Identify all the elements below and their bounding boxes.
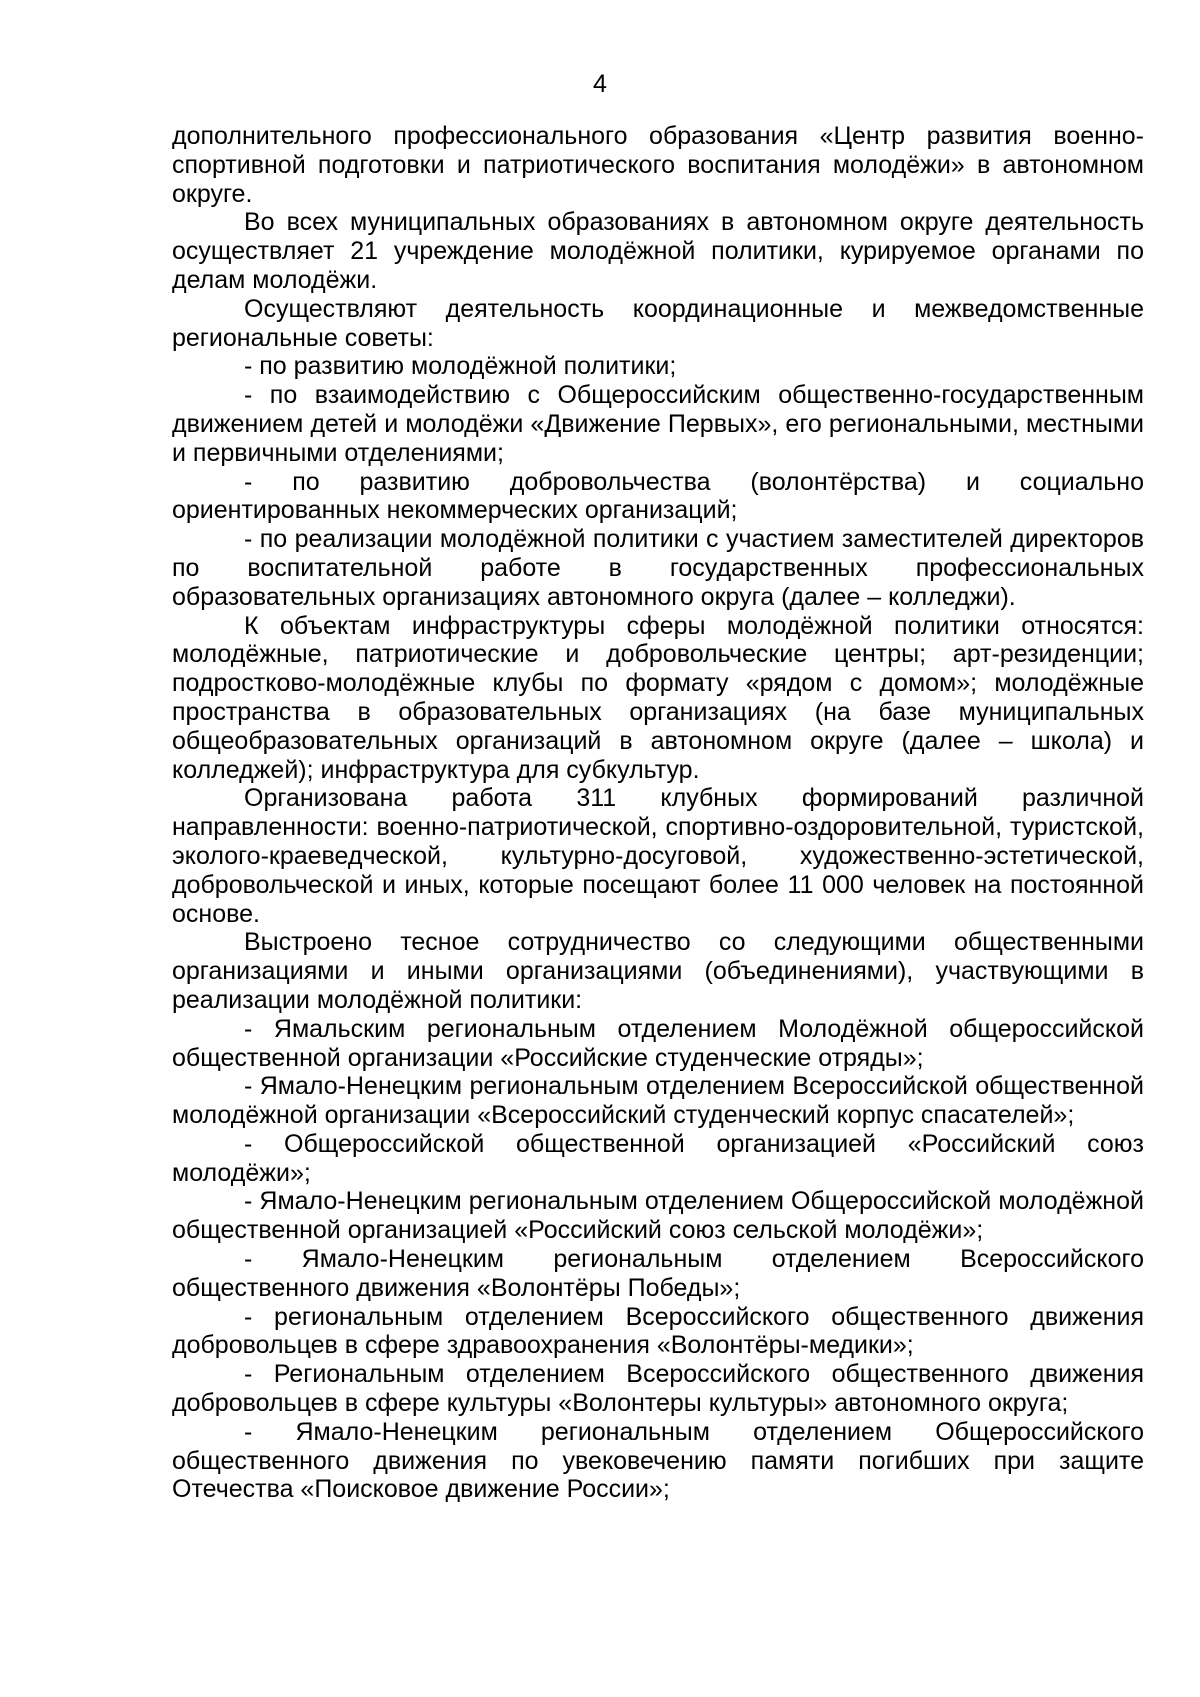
list-item: - Региональным отделением Всероссийского общественного движения добровольцев в сфере культуры «Волонтеры культуры» автономного округа;: [172, 1360, 1144, 1418]
list-item: - Ямало-Ненецким региональным отделением Всероссийского общественного движения «Волонтёры Победы»;: [172, 1245, 1144, 1302]
paragraph: Выстроено тесное сотрудничество со следующими общественными организациями и иными организациями (объединениями), участвующими в реализации молодёжной политики:: [172, 928, 1144, 1014]
paragraph: Осуществляют деятельность координационные и межведомственные региональные советы:: [172, 294, 1144, 352]
list-item: - региональным отделением Всероссийского общественного движения добровольцев в сфере здравоохранения «Волонтёры-медики»;: [172, 1302, 1144, 1360]
list-item: - по развитию молодёжной политики;: [244, 352, 677, 381]
page-number: 4: [593, 70, 607, 98]
list-item: - по развитию добровольчества (волонтёрства) и социально ориентированных некоммерческих организаций;: [172, 467, 1144, 525]
list-item: - по взаимодействию с Общероссийским общественно-государственным движением детей и молодёжи «Движение Первых», его региональными, местными и первичными отделениями;: [172, 381, 1144, 467]
list-item: - Ямальским региональным отделением Молодёжной общероссийской общественной организации «Российские студенческие отряды»;: [172, 1014, 1144, 1072]
paragraph: Во всех муниципальных образованиях в автономном округе деятельность осуществляет 21 учреждение молодёжной политики, курируемое органами по делам молодёжи.: [172, 208, 1144, 294]
paragraph: Организована работа 311 клубных формирований различной направленности: военно-патриотической, спортивно-оздоровительной, туристской, эколого-краеведческой, культурно-досуговой, художественно-эстетической, добровольческой и иных, которые посещают более 11 000 человек на постоянной основе.: [172, 784, 1144, 928]
list-item: - Общероссийской общественной организацией «Российский союз молодёжи»;: [172, 1129, 1144, 1187]
list-item: - Ямало-Ненецким региональным отделением Всероссийской общественной молодёжной организации «Всероссийский студенческий корпус спасателей»;: [172, 1072, 1144, 1130]
list-item: - Ямало-Ненецким региональным отделением Общероссийской молодёжной общественной организацией «Российский союз сельской молодёжи»;: [172, 1187, 1144, 1245]
paragraph: дополнительного профессионального образования «Центр развития военно-спортивной подготовки и патриотического воспитания молодёжи» в автономном округе.: [172, 122, 1144, 208]
list-item: - по реализации молодёжной политики с участием заместителей директоров по воспитательной работе в государственных профессиональных образовательных организациях автономного округа (далее – колледжи).: [172, 525, 1144, 611]
paragraph: К объектам инфраструктуры сферы молодёжной политики относятся: молодёжные, патриотические и добровольческие центры; арт-резиденции; подростково-молодёжные клубы по формату «рядом с домом»; молодёжные пространства в образовательных организациях (на базе муниципальных общеобразовательных организаций в автономном округе (далее – школа) и колледжей); инфраструктура для субкультур.: [172, 611, 1144, 784]
list-item: - Ямало-Ненецким региональным отделением Общероссийского общественного движения по увековечению памяти погибших при защите Отечества «Поисковое движение России»;: [172, 1417, 1144, 1504]
document-body: [172, 122, 1144, 1504]
